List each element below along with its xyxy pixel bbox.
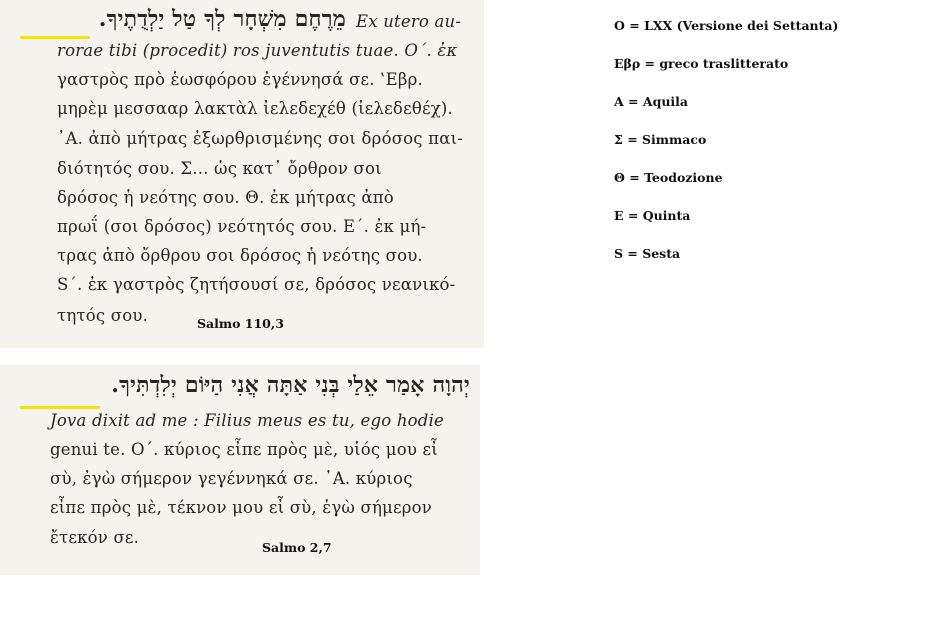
text-line-110-9: S΄. ἐκ γαστρὸς ζητήσουσί σε, δρόσος νεανικό- (57, 275, 456, 294)
text-line-2-3: σὺ, ἐγὼ σήμερον γεγέννηκά σε. ᾽Α. κύριος (50, 469, 413, 488)
hebrew-line-2: יְהוָה אָמַר אֵלַי בְּנִי אַתָּה אֲנִי הַיּוֹם יְלִדְתִּיךָ. (111, 372, 470, 398)
text-line-110-1: rorae tibi (procedit) ros juventutis tuae. Ο΄. ἐκ (57, 41, 458, 60)
caption-salmo-2-7: Salmo 2,7 (262, 540, 332, 555)
legend-sesta: S = Sesta (614, 246, 681, 261)
text-line-110-2: γαστρὸς πρὸ ἑωσφόρου ἐγέννησά σε. ‛Εβρ. (57, 70, 423, 89)
legend-quinta: E = Quinta (614, 208, 691, 223)
text-line-2-1: Jova dixit ad me : Filius meus es tu, ego hodie (50, 411, 445, 430)
legend-simmaco: Σ = Simmaco (614, 132, 707, 147)
legend-lxx: O = LXX (Versione dei Settanta) (614, 18, 839, 33)
text-line-2-5: ἔτεκόν σε. (50, 528, 140, 547)
text-line-110-4: ᾽Α. ἀπὸ μήτρας ἐξωρθρισμένης σοι δρόσος παι- (57, 129, 464, 148)
text-line-110-10: τητός σου. (57, 306, 149, 325)
text-line-110-7: πρωΐ (σοι δρόσος) νεότητός σου. Ε΄. ἐκ μή- (57, 217, 427, 236)
highlight-underline-110 (20, 36, 90, 39)
legend-ebr: Εβρ = greco traslitterato (614, 56, 789, 71)
text-line-110-8: τρας ἀπὸ ὄρθρου σοι δρόσος ἡ νεότης σου. (57, 246, 423, 265)
highlight-underline-2 (20, 406, 100, 409)
legend-aquila: A = Aquila (614, 94, 688, 109)
text-line-110-6: δρόσος ἡ νεότης σου. Θ. ἐκ μήτρας ἀπὸ (57, 188, 394, 207)
text-line-2-2: genui te. Ο΄. κύριος εἶπε πρὸς μὲ, υἱός μου εἶ (50, 440, 438, 459)
text-line-2-4: εἶπε πρὸς μὲ, τέκνον μου εἶ σὺ, ἐγὼ σήμερον (50, 498, 432, 517)
caption-salmo-110-3: Salmo 110,3 (197, 316, 284, 331)
text-line-110-3: μηρὲμ μεσσααρ λακτὰλ ἰελεδεχέθ (ἰελεδεθέχ). (57, 99, 453, 118)
latin-inline-110: Ex utero au- (356, 12, 462, 31)
text-line-110-5: διότητός σου. Σ... ὡς κατ᾽ ὄρθρον σοι (57, 159, 382, 178)
hebrew-line-110: מֵרֶחֶם מִשְׁחָר לְךָ טַל יַלְדֻתֶיךָ. (98, 6, 346, 32)
legend-teodozione: Θ = Teodozione (614, 170, 723, 185)
